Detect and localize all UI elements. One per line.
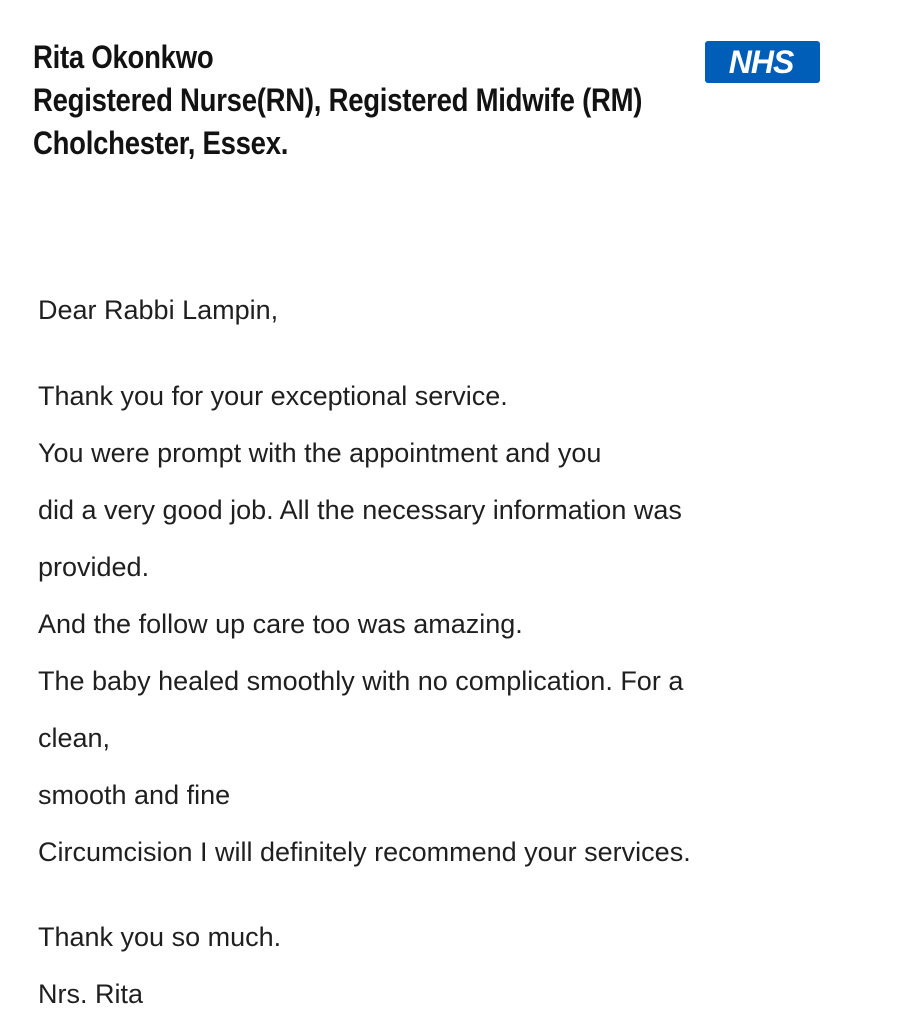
closing: Thank you so much. (38, 922, 282, 952)
body-line: provided. (38, 552, 150, 582)
body-line: The baby healed smoothly with no complication. For a (38, 666, 684, 696)
sender-location: Cholchester, Essex. (33, 125, 289, 161)
signature: Nrs. Rita (38, 979, 144, 1009)
body-line: Circumcision I will definitely recommend your services. (38, 837, 691, 867)
letter-body (38, 282, 878, 1023)
body-line: You were prompt with the appointment and you (38, 438, 602, 468)
salutation: Dear Rabbi Lampin, (38, 295, 279, 325)
body-line: clean, (38, 723, 111, 753)
sender-credentials: Registered Nurse(RN), Registered Midwife (RM) (33, 82, 643, 118)
nhs-logo-text: NHS (728, 44, 794, 80)
sender-name: Rita Okonkwo (33, 39, 214, 75)
nhs-logo (705, 41, 820, 83)
body-line: And the follow up care too was amazing. (38, 609, 523, 639)
body-line: smooth and fine (38, 780, 231, 810)
letterhead (33, 36, 642, 165)
body-line: did a very good job. All the necessary information was (38, 495, 682, 525)
body-line: Thank you for your exceptional service. (38, 381, 508, 411)
